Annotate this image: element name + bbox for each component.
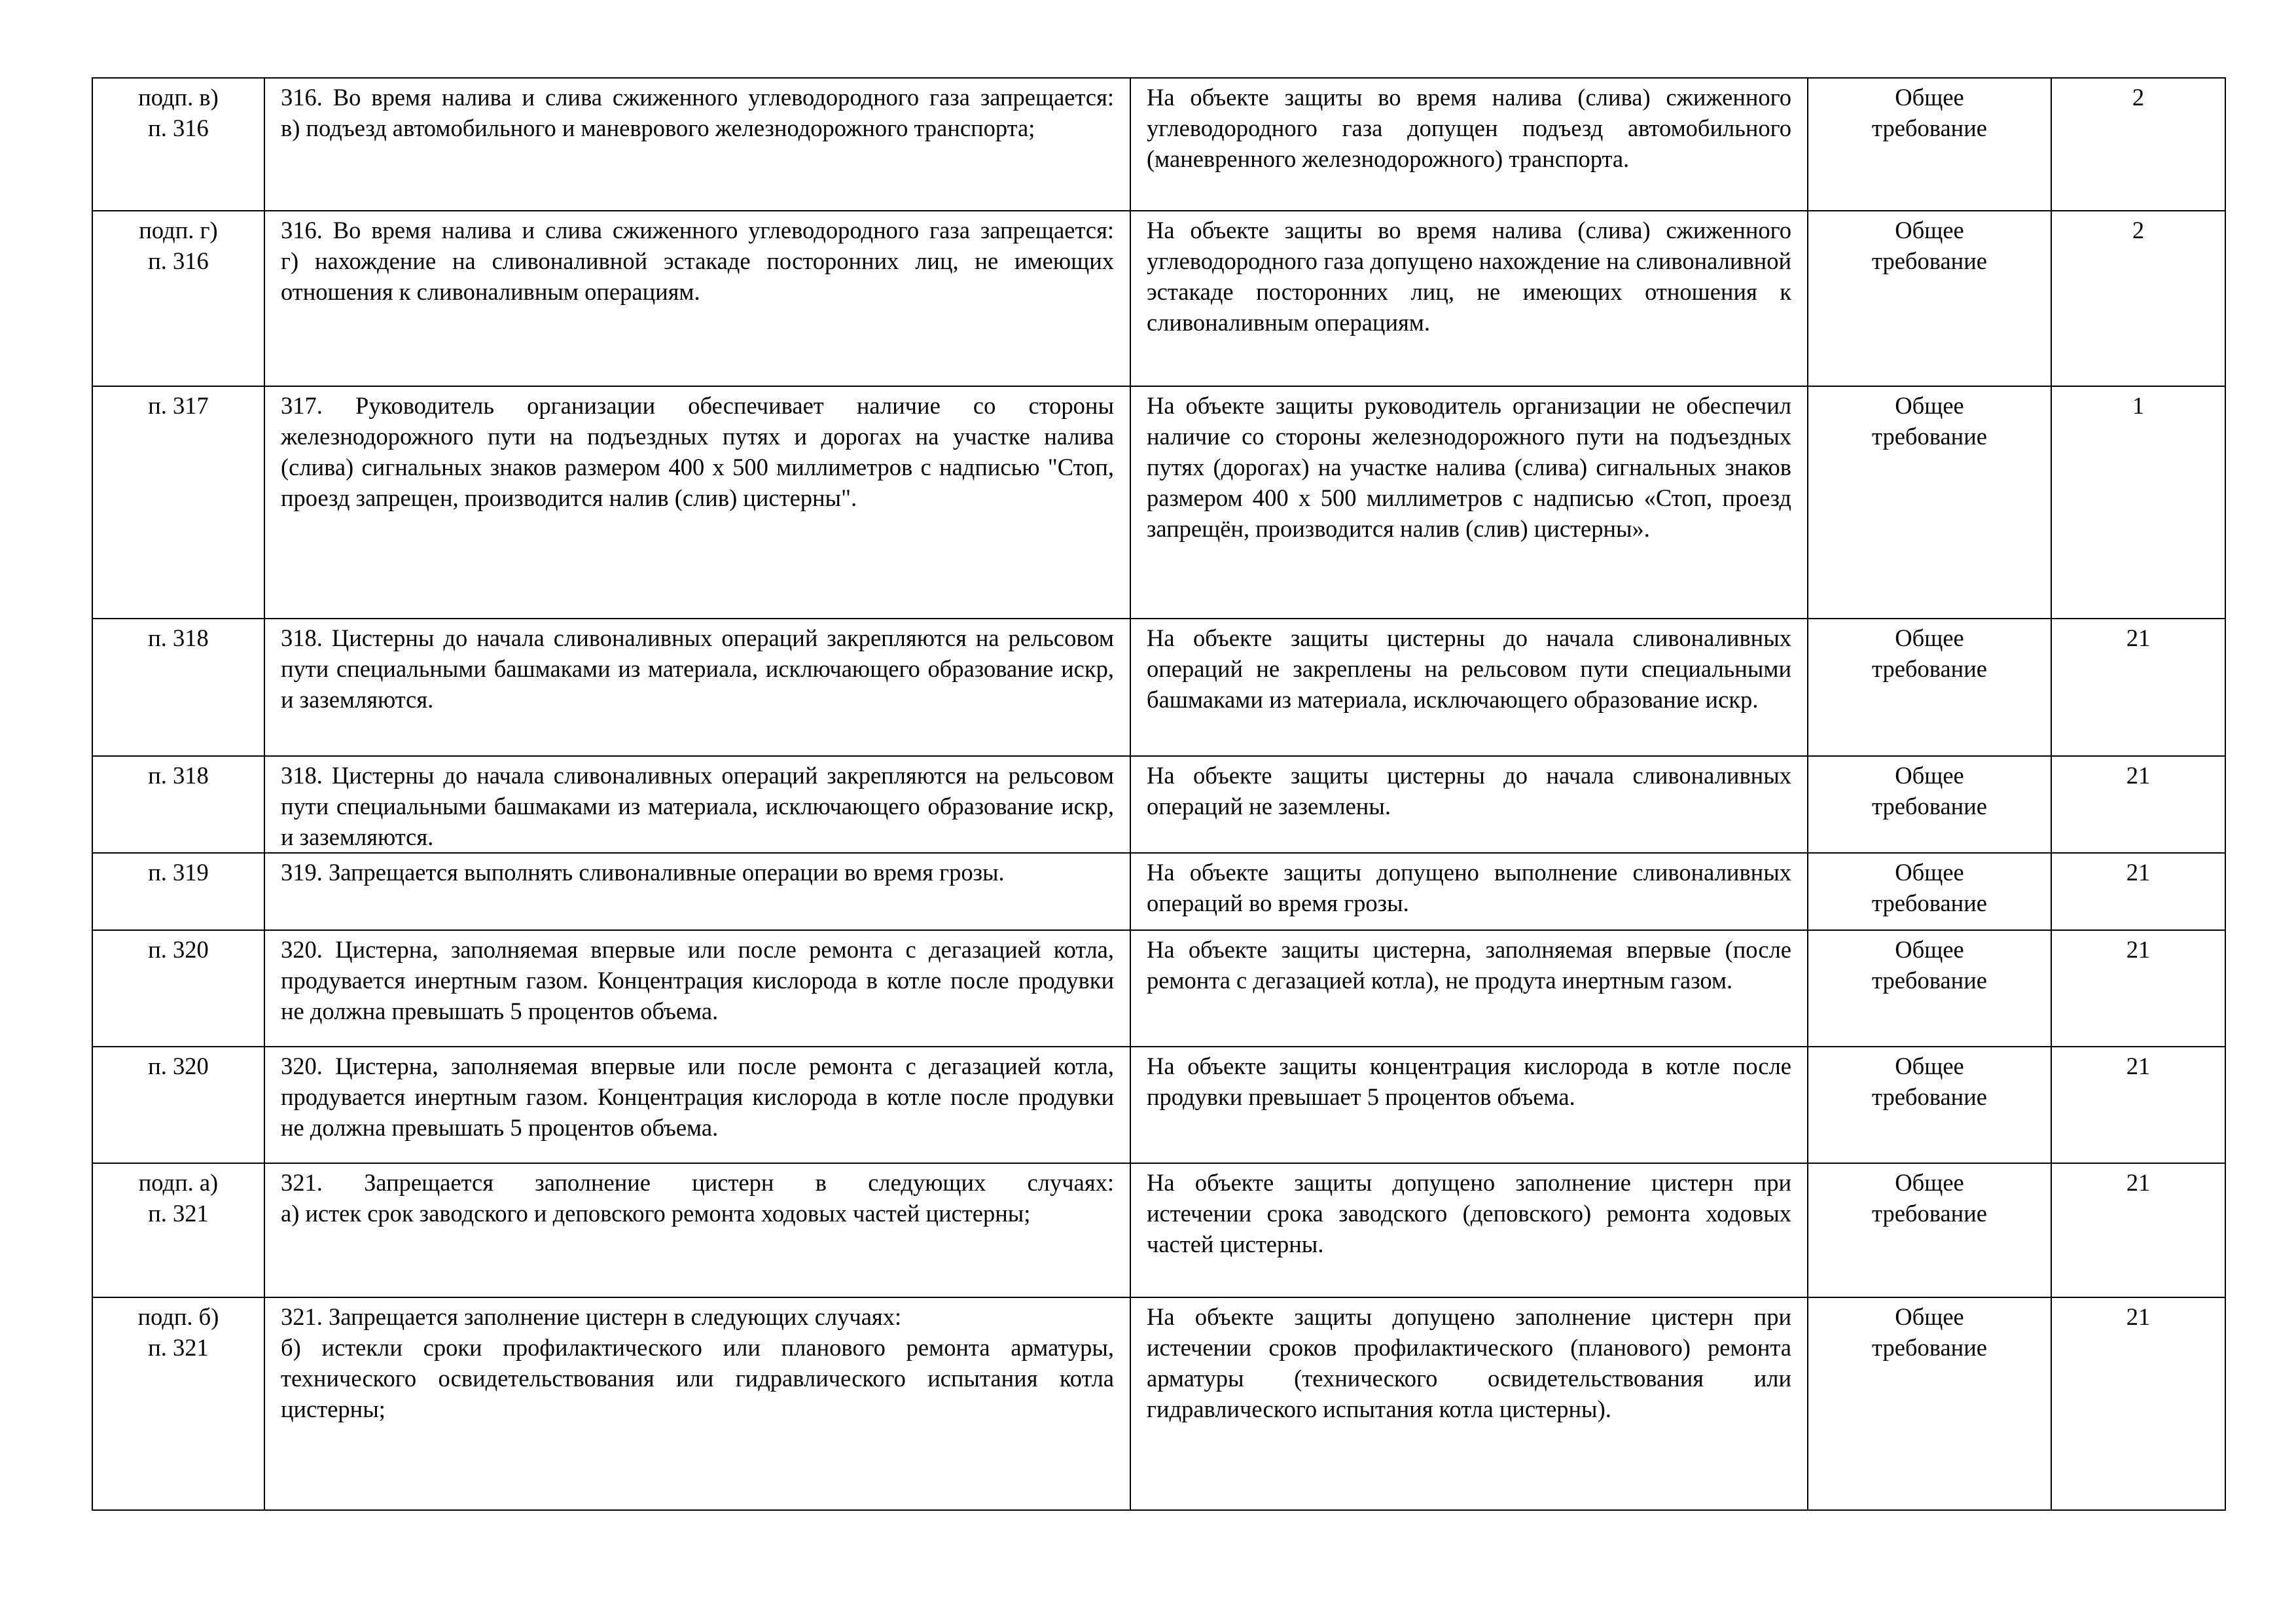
number-cell: 21 — [2051, 853, 2225, 930]
violation-cell: На объекте защиты во время налива (слива) сжиженного углеводородного газа допущено нахождение на сливоналивной эстакаде посторонних лиц, не имеющих отношения к сливоналивным операциям. — [1130, 211, 1808, 386]
requirement-cell: 318. Цистерны до начала сливоналивных операций закрепляются на рельсовом пути специальными башмаками из материала, исключающего образование искр, и заземляются. — [264, 756, 1130, 853]
clause-ref-cell: подп. г) п. 316 — [92, 211, 264, 386]
violation-cell: На объекте защиты руководитель организации не обеспечил наличие со стороны железнодорожного пути на подъездных путях (дорогах) на участке налива (слива) сигнальных знаков размером 400 х 500 миллиметров с надписью «Стоп, проезд запрещён, производится налив (слив) цистерны». — [1130, 386, 1808, 619]
clause-ref-cell: подп. а) п. 321 — [92, 1163, 264, 1297]
requirement-cell: 317. Руководитель организации обеспечивает наличие со стороны железнодорожного пути на подъездных путях и дорогах на участке налива (слива) сигнальных знаков размером 400 х 500 миллиметров с надписью "Стоп, проезд запрещен, производится налив (слив) цистерны". — [264, 386, 1130, 619]
table-row — [92, 78, 2225, 211]
requirement-cell: 321. Запрещается заполнение цистерн в следующих случаях: а) истек срок заводского и деповского ремонта ходовых частей цистерны; — [264, 1163, 1130, 1297]
clause-ref-cell: п. 318 — [92, 619, 264, 756]
category-cell: Общее требование — [1808, 1297, 2051, 1510]
requirement-cell: 318. Цистерны до начала сливоналивных операций закрепляются на рельсовом пути специальными башмаками из материала, исключающего образование искр, и заземляются. — [264, 619, 1130, 756]
number-cell: 21 — [2051, 1047, 2225, 1163]
requirement-cell: 321. Запрещается заполнение цистерн в следующих случаях: б) истекли сроки профилактического или планового ремонта арматуры, технического освидетельствования или гидравлического испытания котла цистерны; — [264, 1297, 1130, 1510]
table-row — [92, 619, 2225, 756]
table-row — [92, 930, 2225, 1047]
clause-ref-cell: подп. б) п. 321 — [92, 1297, 264, 1510]
violation-cell: На объекте защиты цистерны до начала сливоналивных операций не закреплены на рельсовом пути специальными башмаками из материала, исключающего образование искр. — [1130, 619, 1808, 756]
category-cell: Общее требование — [1808, 619, 2051, 756]
number-cell: 21 — [2051, 930, 2225, 1047]
requirement-cell: 320. Цистерна, заполняемая впервые или после ремонта с дегазацией котла, продувается инертным газом. Концентрация кислорода в котле после продувки не должна превышать 5 процентов объема. — [264, 1047, 1130, 1163]
clause-ref-cell: п. 320 — [92, 930, 264, 1047]
requirement-cell: 316. Во время налива и слива сжиженного углеводородного газа запрещается: в) подъезд автомобильного и маневрового железнодорожного транспорта; — [264, 78, 1130, 211]
clause-ref-cell: подп. в) п. 316 — [92, 78, 264, 211]
clause-ref-cell: п. 317 — [92, 386, 264, 619]
requirement-cell: 316. Во время налива и слива сжиженного углеводородного газа запрещается: г) нахождение на сливоналивной эстакаде посторонних лиц, не имеющих отношения к сливоналивным операциям. — [264, 211, 1130, 386]
category-cell: Общее требование — [1808, 756, 2051, 853]
category-cell: Общее требование — [1808, 211, 2051, 386]
violation-cell: На объекте защиты допущено заполнение цистерн при истечении сроков профилактического (планового) ремонта арматуры (технического освидетельствования или гидравлического испытания котла цистерны). — [1130, 1297, 1808, 1510]
category-cell: Общее требование — [1808, 386, 2051, 619]
clause-ref-cell: п. 320 — [92, 1047, 264, 1163]
clause-ref-cell: п. 319 — [92, 853, 264, 930]
table-row — [92, 1047, 2225, 1163]
requirement-cell: 319. Запрещается выполнять сливоналивные операции во время грозы. — [264, 853, 1130, 930]
category-cell: Общее требование — [1808, 853, 2051, 930]
violation-cell: На объекте защиты во время налива (слива) сжиженного углеводородного газа допущен подъезд автомобильного (маневренного железнодорожного) транспорта. — [1130, 78, 1808, 211]
number-cell: 2 — [2051, 211, 2225, 386]
table-row — [92, 211, 2225, 386]
number-cell: 21 — [2051, 1297, 2225, 1510]
table-row — [92, 386, 2225, 619]
violation-cell: На объекте защиты концентрация кислорода в котле после продувки превышает 5 процентов объема. — [1130, 1047, 1808, 1163]
category-cell: Общее требование — [1808, 930, 2051, 1047]
violation-cell: На объекте защиты допущено заполнение цистерн при истечении срока заводского (деповского) ремонта ходовых частей цистерны. — [1130, 1163, 1808, 1297]
table-row — [92, 853, 2225, 930]
category-cell: Общее требование — [1808, 1047, 2051, 1163]
number-cell: 1 — [2051, 386, 2225, 619]
requirement-cell: 320. Цистерна, заполняемая впервые или после ремонта с дегазацией котла, продувается инертным газом. Концентрация кислорода в котле после продувки не должна превышать 5 процентов объема. — [264, 930, 1130, 1047]
clause-ref-cell: п. 318 — [92, 756, 264, 853]
table-row — [92, 1297, 2225, 1510]
table-row — [92, 756, 2225, 853]
number-cell: 21 — [2051, 619, 2225, 756]
violation-cell: На объекте защиты цистерна, заполняемая впервые (после ремонта с дегазацией котла), не продута инертным газом. — [1130, 930, 1808, 1047]
category-cell: Общее требование — [1808, 1163, 2051, 1297]
requirements-table — [92, 77, 2226, 1511]
number-cell: 21 — [2051, 1163, 2225, 1297]
number-cell: 2 — [2051, 78, 2225, 211]
number-cell: 21 — [2051, 756, 2225, 853]
table-row — [92, 1163, 2225, 1297]
violation-cell: На объекте защиты цистерны до начала сливоналивных операций не заземлены. — [1130, 756, 1808, 853]
category-cell: Общее требование — [1808, 78, 2051, 211]
violation-cell: На объекте защиты допущено выполнение сливоналивных операций во время грозы. — [1130, 853, 1808, 930]
